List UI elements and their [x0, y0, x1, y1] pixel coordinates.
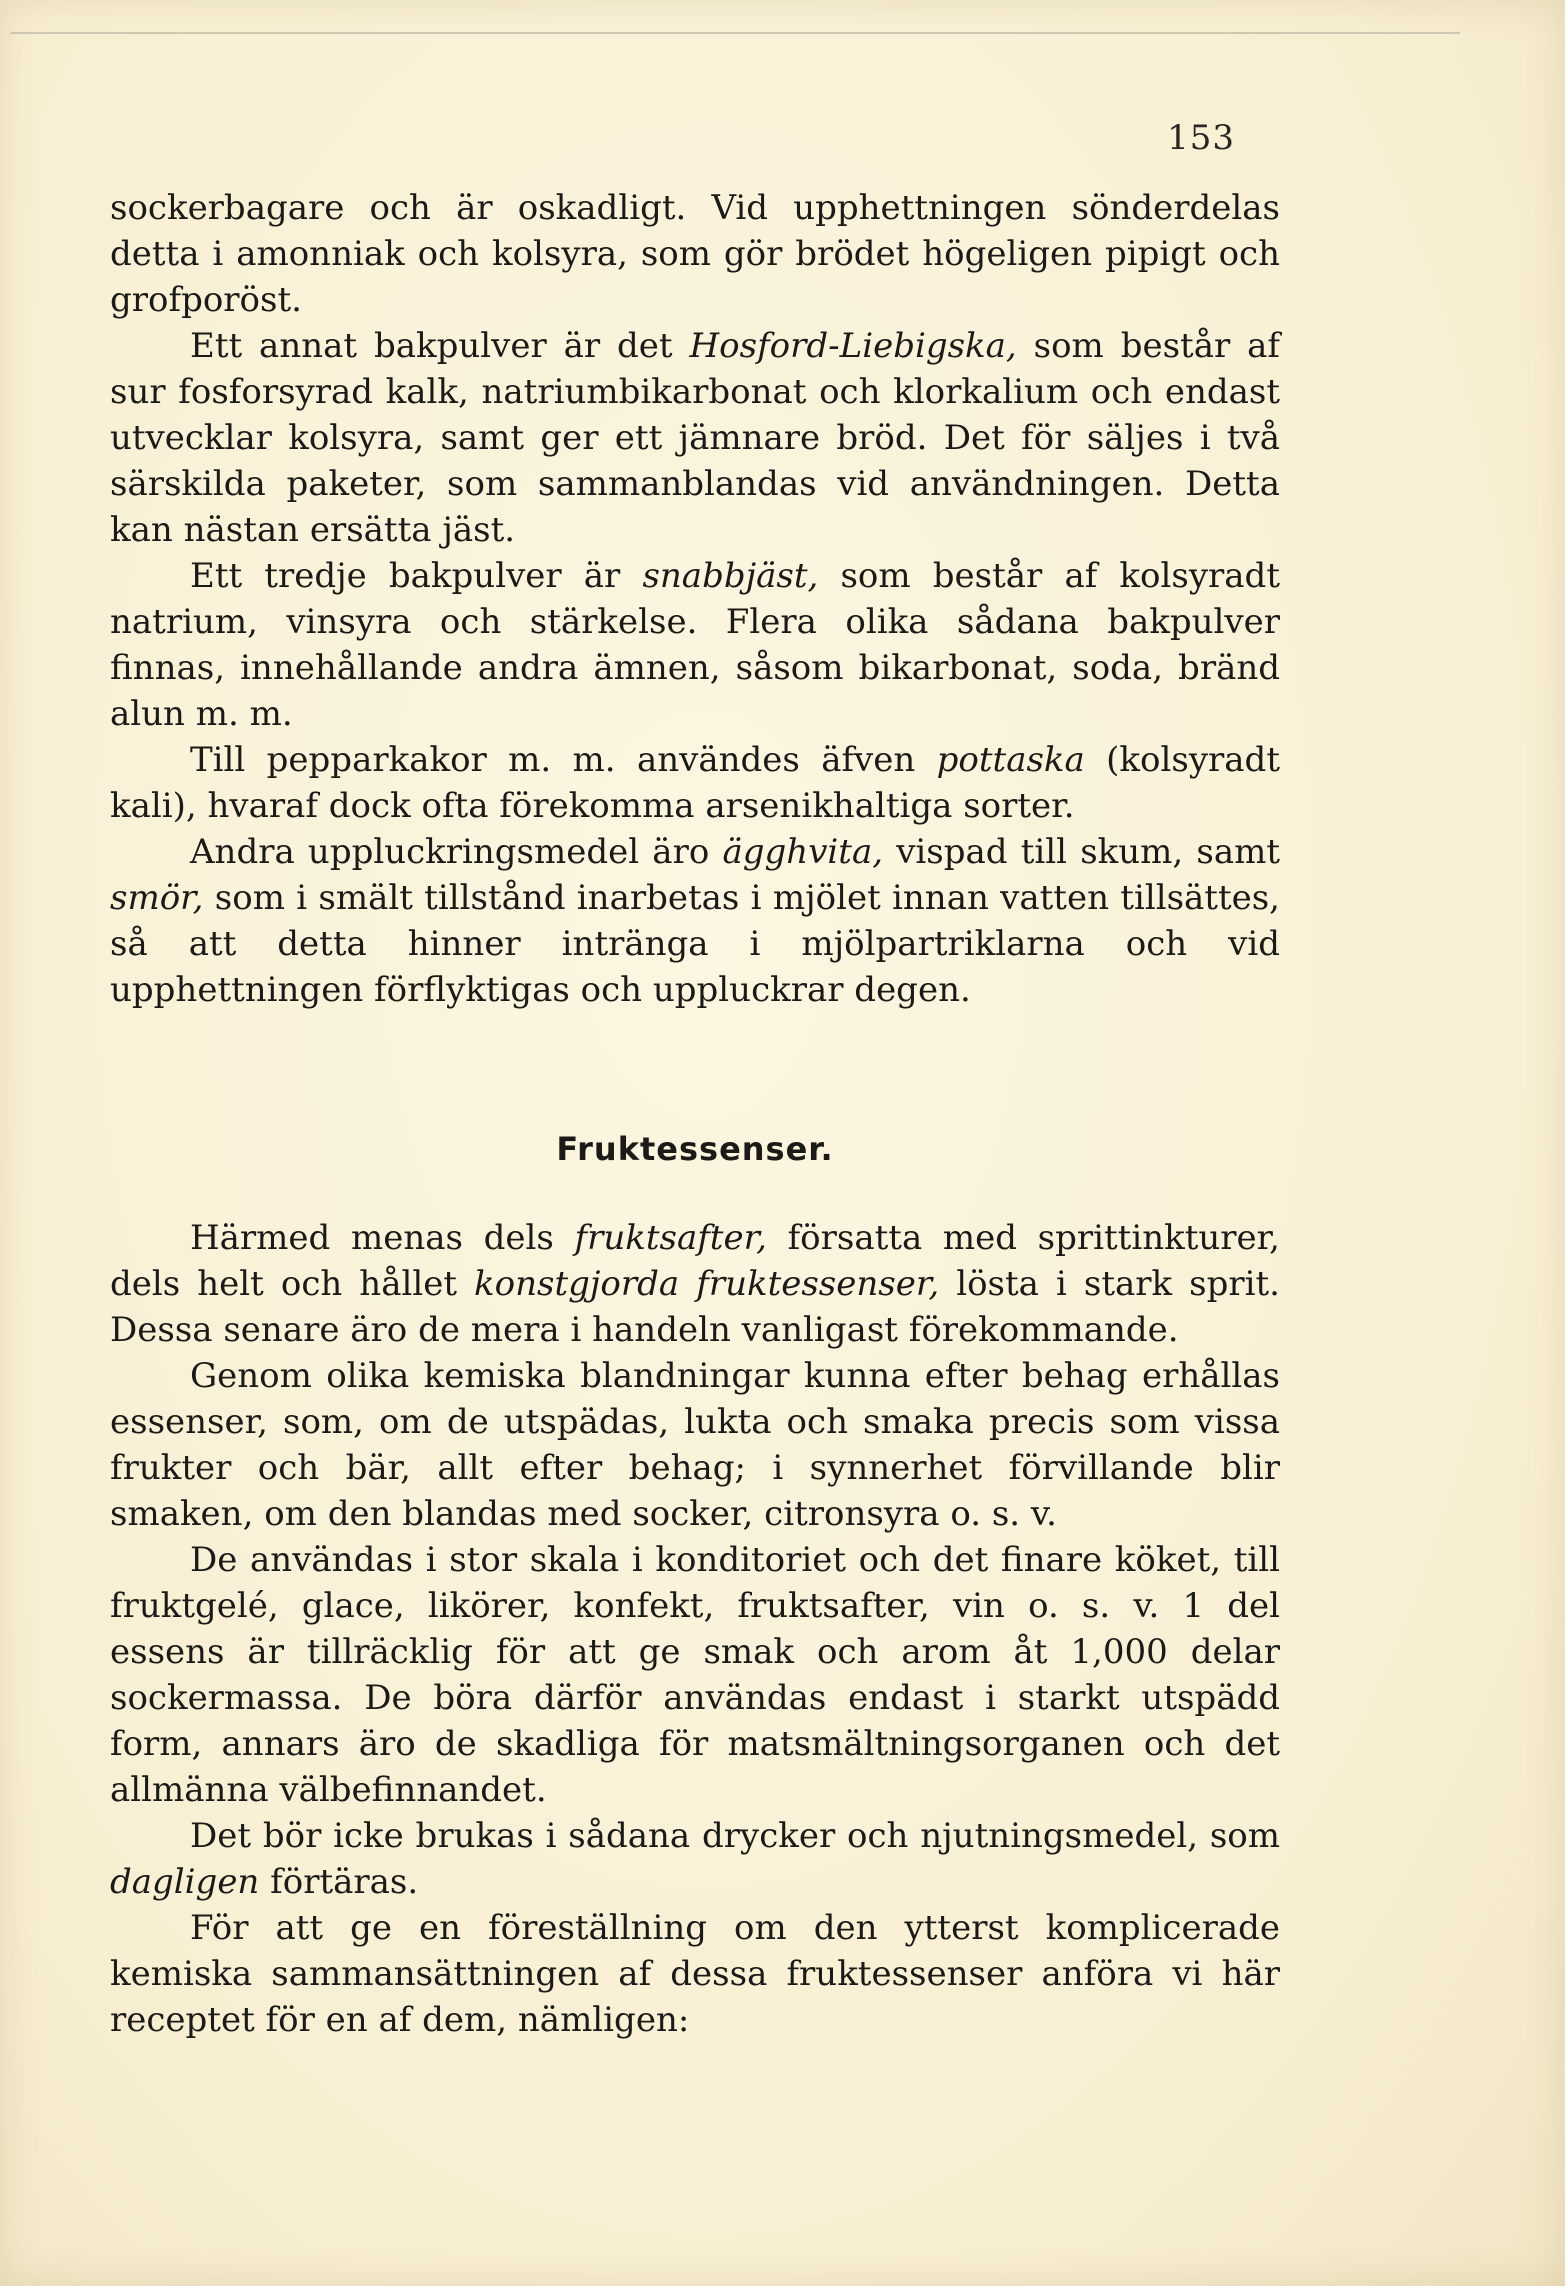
emphasis-term: dagligen: [110, 1862, 260, 1902]
text-run: förtäras.: [259, 1862, 419, 1902]
text-run: lösta i stark sprit. Dessa senare äro de mera i handeln vanligast förekommande.: [110, 1264, 1280, 1350]
section-fruktessenser: [110, 1215, 1280, 2043]
emphasis-term: pottaska: [936, 740, 1085, 780]
paragraph-snabbjast: [110, 553, 1280, 737]
text-run: Till pepparkakor m. m. användes äfven: [190, 740, 937, 780]
paragraph-hosford: [110, 323, 1280, 553]
paragraph-continuation: sockerbagare och är oskadligt. Vid upphettningen sönderdelas detta i amonniak och kolsyra, som gör brödet högeligen pipigt och grofporöst.: [110, 188, 1280, 320]
text-run: vispad till skum, samt: [883, 832, 1281, 872]
page-number: 153: [1167, 118, 1235, 158]
paragraph-anvandas: De användas i stor skala i konditoriet och det finare köket, till fruktgelé, glace, likörer, konfekt, fruktsafter, vin o. s. v. 1 del essens är tillräcklig för att ge smak och arom åt 1,000 delar sockermassa. De böra därför användas endast i starkt utspädd form, annars äro de skadliga för matsmältningsorganen och det allmänna välbefinnandet.: [110, 1540, 1280, 1810]
paragraph-forestallning: För att ge en föreställning om den ytterst komplicerade kemiska sammansättningen af dessa fruktessenser anföra vi här receptet för en af dem, nämligen:: [110, 1908, 1280, 2040]
paragraph-pepparkakor: [110, 737, 1280, 829]
paragraph-harmed: [110, 1215, 1280, 1353]
emphasis-term: ägghvita,: [722, 832, 884, 872]
text-run: försatta med sprittinkturer, dels helt och hållet: [110, 1218, 1280, 1304]
section-bakpulver: [110, 185, 1280, 1013]
emphasis-term: fruktsafter,: [574, 1218, 767, 1258]
text-run: (kolsyradt kali), hvaraf dock ofta förekomma arsenikhaltiga sorter.: [110, 740, 1280, 826]
paragraph-genom: Genom olika kemiska blandningar kunna efter behag erhållas essenser, som, om de utspädas, lukta och smaka precis som vissa frukter och bär, allt efter behag; i synnerhet förvillande blir smaken, om den blandas med socker, citronsyra o. s. v.: [110, 1356, 1280, 1534]
section-heading: Fruktessenser.: [556, 1130, 834, 1168]
text-run: Ett annat bakpulver är det: [190, 326, 690, 366]
emphasis-term: snabbjäst,: [642, 556, 819, 596]
text-run: Det bör icke brukas i sådana drycker och njutningsmedel, som: [190, 1816, 1280, 1856]
paragraph-uppluckringsmedel: [110, 829, 1280, 1013]
text-run: som består af kolsyradt natrium, vinsyra och stärkelse. Flera olika sådana bakpulver finnas, innehållande andra ämnen, såsom bikarbonat, soda, bränd alun m. m.: [110, 556, 1280, 734]
text-run: som i smält tillstånd inarbetas i mjölet innan vatten tillsättes, så att detta hinner inträngа i mjölpartriklarna och vid upphettningen förflyktigas och uppluckrar degen.: [110, 878, 1280, 1010]
emphasis-term: Hosford-Liebigska,: [689, 326, 1017, 366]
text-run: Ett tredje bakpulver är: [190, 556, 643, 596]
text-run: Andra uppluckringsmedel äro: [190, 832, 723, 872]
text-run: Härmed menas dels: [190, 1218, 575, 1258]
emphasis-term: konstgjorda fruktessenser,: [474, 1264, 940, 1304]
paragraph-det-bor: [110, 1813, 1280, 1905]
text-run: som består af sur fosforsyrad kalk, natriumbikarbonat och klorkalium och endast utvecklar kolsyra, samt ger ett jämnare bröd. Det för säljes i två särskilda paketer, som sammanblandas vid användningen. Detta kan nästan ersätta jäst.: [110, 326, 1280, 550]
top-rule: [10, 32, 1460, 34]
emphasis-term: smör,: [110, 878, 204, 918]
